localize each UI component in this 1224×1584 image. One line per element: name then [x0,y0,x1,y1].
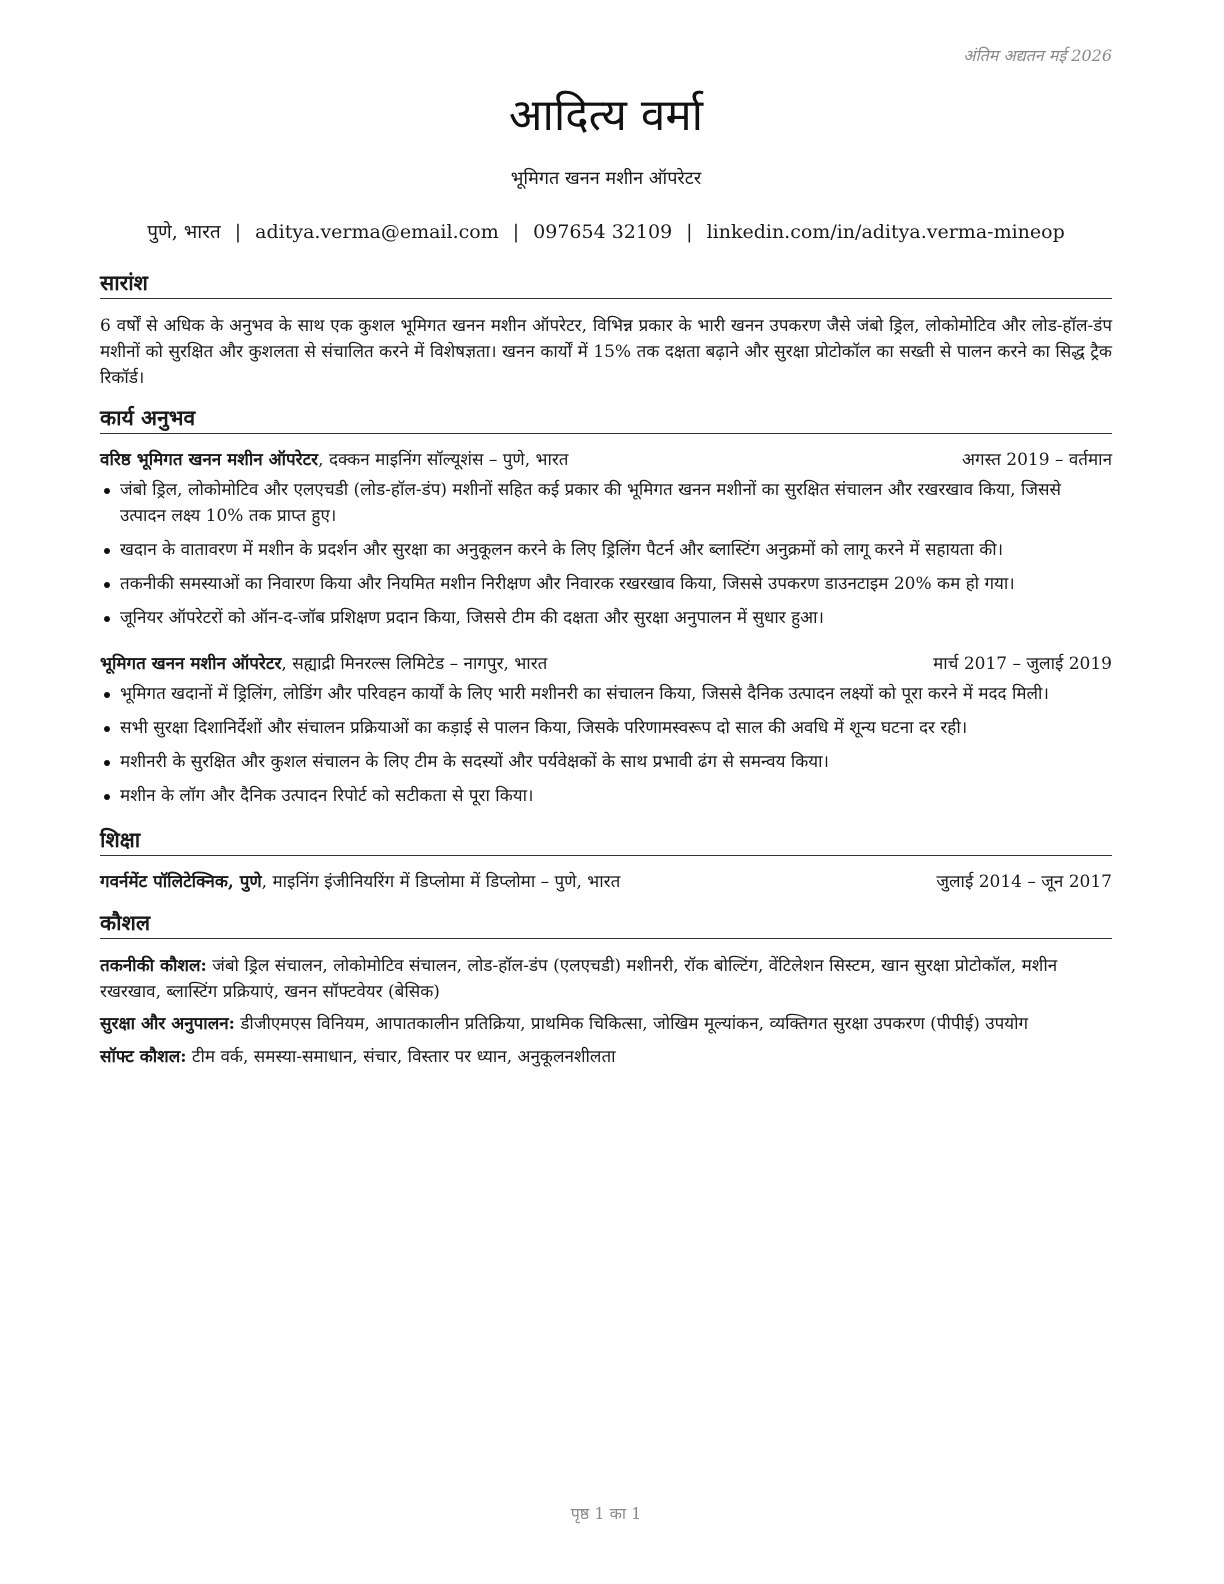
job-title: भूमिगत खनन मशीन ऑपरेटर [510,168,702,189]
skills-heading: कौशल [100,909,1112,939]
list-item: मशीन के लॉग और दैनिक उत्पादन रिपोर्ट को सटीकता से पूरा किया। [100,783,1112,809]
list-item: खदान के वातावरण में मशीन के प्रदर्शन और सुरक्षा का अनुकूलन करने के लिए ड्रिलिंग पैटर्न और ब्लास्टिंग अनुक्रमों को लागू करने में सहायता की। [100,537,1112,563]
job-bullets [100,681,1112,817]
skill-text: जंबो ड्रिल संचालन, लोकोमोटिव संचालन, लोड-हॉल-डंप (एलएचडी) मशीनरी, रॉक बोल्टिंग, वेंटिलेशन सिस्टम, खान सुरक्षा प्रोटोकॉल, मशीन रखरखाव, ब्लास्टिंग प्रक्रियाएं, खनन सॉफ्टवेयर (बेसिक) [100,956,1058,1002]
separator: | [234,221,242,243]
contact-phone: 097654 32109 [533,221,673,243]
skill-group [100,1011,1112,1037]
contact-email[interactable]: aditya.verma@email.com [255,221,499,243]
education-dates: जुलाई 2014 – जून 2017 [936,872,1112,892]
list-item: मशीनरी के सुरक्षित और कुशल संचालन के लिए टीम के सदस्यों और पर्यवेक्षकों के साथ प्रभावी ढंग से समन्वय किया। [100,749,1112,775]
skill-label: सुरक्षा और अनुपालन: [100,1014,235,1034]
job-role-org [100,447,569,473]
job-role-org [100,651,547,677]
skill-group [100,1044,1112,1070]
last-updated: अंतिम अद्यतन मई 2026 [963,46,1112,65]
job-role: भूमिगत खनन मशीन ऑपरेटर [100,654,282,674]
resume-page [100,0,1112,1584]
list-item: भूमिगत खदानों में ड्रिलिंग, लोडिंग और परिवहन कार्यों के लिए भारी मशीनरी का संचालन किया, जिससे दैनिक उत्पादन लक्ष्यों को पूरा करने में मदद मिली। [100,681,1112,707]
skill-label: तकनीकी कौशल: [100,956,207,976]
list-item: जूनियर ऑपरेटरों को ऑन-द-जॉब प्रशिक्षण प्रदान किया, जिससे टीम की दक्षता और सुरक्षा अनुपालन में सुधार हुआ। [100,605,1112,631]
list-item: तकनीकी समस्याओं का निवारण किया और नियमित मशीन निरीक्षण और निवारक रखरखाव किया, जिससे उपकरण डाउनटाइम 20% कम हो गया। [100,571,1112,597]
job-bullets [100,477,1112,639]
experience-heading: कार्य अनुभव [100,404,1112,434]
page-number: पृष्ठ 1 का 1 [570,1504,642,1523]
job-org: , दक्कन माइनिंग सॉल्यूशंस – पुणे, भारत [318,450,569,470]
job-org: , सह्याद्री मिनरल्स लिमिटेड – नागपुर, भारत [281,654,548,674]
list-item: जंबो ड्रिल, लोकोमोटिव और एलएचडी (लोड-हॉल-डंप) मशीनों सहित कई प्रकार की भूमिगत खनन मशीनों का सुरक्षित संचालन और रखरखाव किया, जिससे उत्पादन लक्ष्य 10% तक प्राप्त हुए। [100,477,1112,529]
skill-text: टीम वर्क, समस्या-समाधान, संचार, विस्तार पर ध्यान, अनुकूलनशीलता [186,1047,616,1067]
education-institution-detail [100,869,620,895]
contact-line [100,219,1112,245]
skill-text: डीजीएमएस विनियम, आपातकालीन प्रतिक्रिया, प्राथमिक चिकित्सा, जोखिम मूल्यांकन, व्यक्तिगत सुरक्षा उपकरण (पीपीई) उपयोग [234,1014,1029,1034]
skill-group [100,953,1112,1005]
job-header [100,447,1112,473]
separator: | [512,221,520,243]
list-item: सभी सुरक्षा दिशानिर्देशों और संचालन प्रक्रियाओं का कड़ाई से पालन किया, जिसके परिणामस्वरूप दो साल की अवधि में शून्य घटना दर रही। [100,715,1112,741]
candidate-name: आदित्य वर्मा [508,90,704,141]
job-dates: अगस्त 2019 – वर्तमान [962,450,1112,470]
summary-text: 6 वर्षों से अधिक के अनुभव के साथ एक कुशल भूमिगत खनन मशीन ऑपरेटर, विभिन्न प्रकार के भारी खनन उपकरण जैसे जंबो ड्रिल, लोकोमोटिव और लोड-हॉल-डंप मशीनों को सुरक्षित और कुशलता से संचालित करने में विशेषज्ञता। खनन कार्यों में 15% तक दक्षता बढ़ाने और सुरक्षा प्रोटोकॉल का सख्ती से पालन करने का सिद्ध ट्रैक रिकॉर्ड। [100,316,1112,388]
separator: | [686,221,693,243]
job-header [100,651,1112,677]
summary-heading: सारांश [100,269,1112,299]
education-detail: , माइनिंग इंजीनियरिंग में डिप्लोमा में डिप्लोमा – पुणे, भारत [261,872,621,892]
job-role: वरिष्ठ भूमिगत खनन मशीन ऑपरेटर [100,450,319,470]
education-entry [100,869,1112,895]
education-institution: गवर्नमेंट पॉलिटेक्निक, पुणे [100,872,262,892]
job-dates: मार्च 2017 – जुलाई 2019 [933,654,1112,674]
education-heading: शिक्षा [100,826,1112,856]
contact-linkedin[interactable]: linkedin.com/in/aditya.verma-mineop [706,221,1065,243]
skill-label: सॉफ्ट कौशल: [100,1047,187,1067]
contact-location: पुणे, भारत [147,221,221,243]
